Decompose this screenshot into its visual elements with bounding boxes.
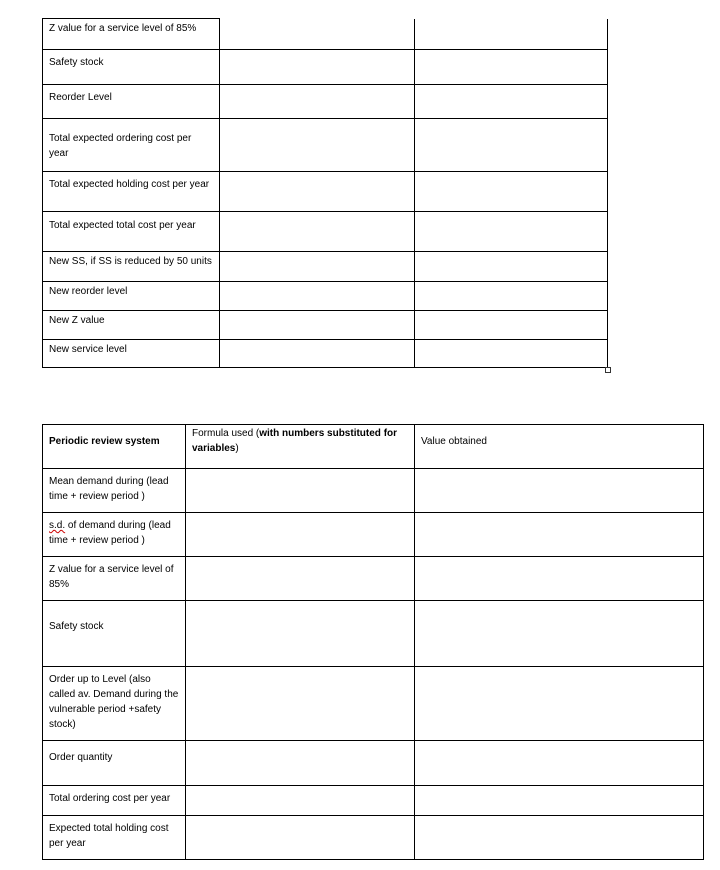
formula-cell[interactable]	[186, 557, 415, 601]
table-row	[43, 119, 608, 172]
row-label: Total expected holding cost per year	[43, 172, 220, 212]
value-cell[interactable]	[415, 50, 608, 85]
formula-cell[interactable]	[186, 513, 415, 557]
formula-cell[interactable]	[186, 816, 415, 860]
header-formula-plain: Formula used (	[192, 428, 260, 439]
row-label: Reorder Level	[43, 85, 220, 119]
table-row	[43, 741, 704, 786]
table-row	[43, 786, 704, 816]
value-cell[interactable]	[415, 212, 608, 252]
value-cell[interactable]	[415, 469, 704, 513]
value-cell[interactable]	[415, 19, 608, 50]
row-label: Order up to Level (also called av. Demand during the vulnerable period +safety stock)	[43, 667, 186, 741]
table-row	[43, 469, 704, 513]
table-row	[43, 50, 608, 85]
value-cell[interactable]	[415, 119, 608, 172]
row-label: Mean demand during (lead time + review period )	[43, 469, 186, 513]
value-cell[interactable]	[415, 513, 704, 557]
table-row	[43, 667, 704, 741]
row-label: Total ordering cost per year	[43, 786, 186, 816]
header-row	[43, 425, 704, 469]
header-value-obtained: Value obtained	[415, 425, 704, 469]
formula-cell[interactable]	[186, 667, 415, 741]
formula-cell[interactable]	[220, 340, 415, 368]
row-label: Z value for a service level of 85%	[43, 557, 186, 601]
table-row	[43, 557, 704, 601]
table-row	[43, 85, 608, 119]
formula-cell[interactable]	[220, 85, 415, 119]
value-cell[interactable]	[415, 786, 704, 816]
value-cell[interactable]	[415, 340, 608, 368]
formula-cell[interactable]	[220, 311, 415, 340]
formula-cell[interactable]	[186, 786, 415, 816]
table-row	[43, 19, 608, 50]
row-label: New SS, if SS is reduced by 50 units	[43, 252, 220, 282]
row-label-prefix: s.d.	[49, 520, 66, 531]
row-label: New reorder level	[43, 282, 220, 311]
header-formula-used	[186, 425, 415, 469]
value-cell[interactable]	[415, 667, 704, 741]
value-cell[interactable]	[415, 601, 704, 667]
value-cell[interactable]	[415, 816, 704, 860]
row-label: Safety stock	[43, 601, 186, 667]
value-cell[interactable]	[415, 311, 608, 340]
periodic-review-table	[42, 424, 704, 860]
continuous-review-table	[42, 18, 608, 368]
value-cell[interactable]	[415, 252, 608, 282]
formula-cell[interactable]	[220, 282, 415, 311]
table-row	[43, 816, 704, 860]
row-label: Z value for a service level of 85%	[43, 19, 220, 50]
value-cell[interactable]	[415, 741, 704, 786]
table-row	[43, 282, 608, 311]
table-row	[43, 513, 704, 557]
value-cell[interactable]	[415, 282, 608, 311]
table-row	[43, 601, 704, 667]
row-label: Expected total holding cost per year	[43, 816, 186, 860]
formula-cell[interactable]	[220, 19, 415, 50]
formula-cell[interactable]	[220, 172, 415, 212]
row-label: Order quantity	[43, 741, 186, 786]
formula-cell[interactable]	[186, 601, 415, 667]
formula-cell[interactable]	[186, 741, 415, 786]
row-label: Total expected total cost per year	[43, 212, 220, 252]
table-resize-handle[interactable]	[605, 367, 611, 373]
formula-cell[interactable]	[186, 469, 415, 513]
row-label: New Z value	[43, 311, 220, 340]
table-row	[43, 340, 608, 368]
value-cell[interactable]	[415, 172, 608, 212]
formula-cell[interactable]	[220, 212, 415, 252]
formula-cell[interactable]	[220, 50, 415, 85]
row-label-rest: of demand during (lead time + review period )	[49, 520, 171, 546]
value-cell[interactable]	[415, 85, 608, 119]
row-label: Safety stock	[43, 50, 220, 85]
value-cell[interactable]	[415, 557, 704, 601]
table-row	[43, 311, 608, 340]
header-formula-bold: with numbers substituted for variables	[192, 428, 398, 454]
formula-cell[interactable]	[220, 252, 415, 282]
table-row	[43, 252, 608, 282]
header-formula-end: )	[235, 443, 239, 454]
row-label: Total expected ordering cost per year	[43, 119, 220, 172]
table-row	[43, 172, 608, 212]
table-row	[43, 212, 608, 252]
formula-cell[interactable]	[220, 119, 415, 172]
row-label: New service level	[43, 340, 220, 368]
header-periodic-review-system: Periodic review system	[43, 425, 186, 469]
row-label	[43, 513, 186, 557]
